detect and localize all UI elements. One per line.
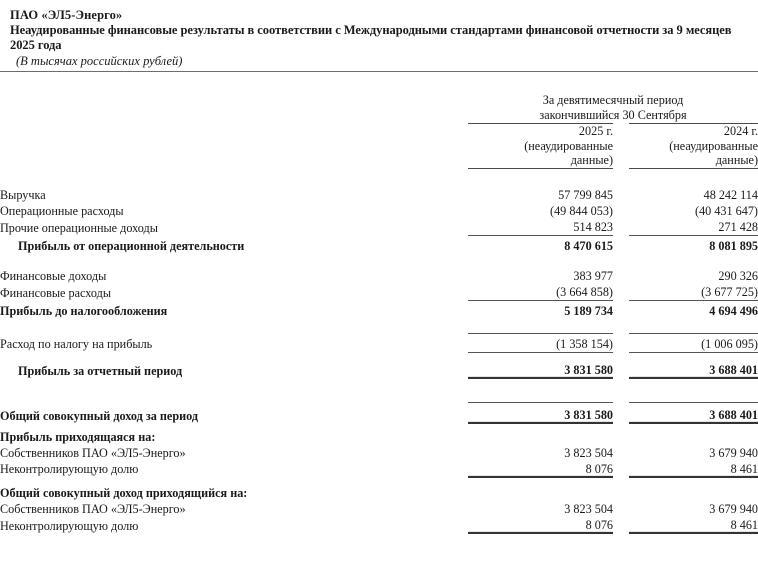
spacer-cell (629, 72, 758, 93)
row-value-2024: 8 461 (629, 461, 758, 478)
row-value-2024: 290 326 (718, 269, 758, 283)
table-row (0, 461, 758, 478)
spacer-cell (468, 168, 613, 187)
spacer-cell (0, 168, 468, 187)
row-gap (613, 187, 629, 203)
row-gap (613, 203, 629, 219)
row-gap (613, 485, 629, 501)
row-label: Прибыль до налогообложения (0, 304, 168, 318)
table-row-total (0, 236, 758, 255)
column-header-2024-year: 2024 г. (723, 124, 758, 138)
financial-statement-table (0, 72, 758, 534)
table-row (0, 445, 758, 461)
row-value-2025: (1 358 154) (468, 333, 613, 352)
period-header-row-2 (0, 108, 758, 124)
row-value-2024: 3 688 401 (629, 360, 758, 379)
report-subtitle: Неаудированные финансовые результаты в соответствии с Международными стандартами финансовой отчетности за 9 месяцев 2025 года (10, 23, 732, 52)
row-gap (613, 333, 629, 352)
spacer-cell (613, 319, 629, 333)
row-gap (613, 268, 629, 284)
rule-cell-2025 (468, 379, 613, 403)
empty-label-cell (0, 124, 468, 169)
row-value-2025: 514 823 (468, 219, 613, 236)
row-value-2025: 8 076 (468, 517, 613, 534)
row-label: Расход по налогу на прибыль (0, 337, 153, 351)
spacer-cell (613, 72, 629, 93)
column-header-2025-year: 2025 г. (578, 124, 613, 138)
spacer-cell (468, 319, 613, 333)
rule-cell-2024 (629, 379, 758, 403)
row-label: Прибыль от операционной деятельности (18, 239, 245, 253)
spacer-cell (613, 168, 629, 187)
row-gap (613, 445, 629, 461)
table-row (0, 187, 758, 203)
table-row-grand-total (0, 360, 758, 379)
row-value-2024: 8 081 895 (709, 239, 758, 253)
column-header-2025 (468, 124, 613, 169)
row-value-2025: 3 831 580 (468, 360, 613, 379)
row-value-2024: (1 006 095) (629, 333, 758, 352)
period-header-line1: За девятимесячный период (542, 93, 684, 107)
row-value-2025 (468, 485, 613, 501)
column-header-2025-qualifier-2: данные) (570, 153, 613, 167)
row-value-2024 (629, 429, 758, 445)
row-label: Выручка (0, 188, 46, 202)
row-value-2025: 3 831 580 (468, 403, 613, 424)
row-label: Собственников ПАО «ЭЛ5-Энерго» (0, 445, 186, 460)
row-value-2024: (40 431 647) (695, 204, 758, 218)
table-row (0, 268, 758, 284)
row-gap (613, 219, 629, 236)
row-label: Неконтролирующую долю (0, 518, 139, 533)
table-section-heading (0, 485, 758, 501)
comprehensive-income-rule-row (0, 379, 758, 403)
period-header-line2: закончившийся 30 Сентября (539, 108, 687, 122)
row-value-2024: 3 679 940 (709, 445, 758, 460)
row-value-2025 (468, 429, 613, 445)
spacer-cell (0, 352, 468, 360)
row-value-2024 (629, 485, 758, 501)
row-value-2024: 48 242 114 (703, 188, 758, 202)
spacer-cell (468, 352, 613, 360)
row-gap (613, 461, 629, 478)
row-label: Прочие операционные доходы (0, 220, 158, 235)
row-gap (613, 501, 629, 517)
table-section-heading (0, 429, 758, 445)
section-gap-row (0, 254, 758, 268)
spacer-cell (629, 254, 758, 268)
section-gap-row (0, 477, 758, 485)
row-value-2025: 8 076 (468, 461, 613, 478)
spacer-cell (613, 352, 629, 360)
spacer-cell (629, 477, 758, 485)
row-gap (613, 360, 629, 379)
row-value-2025: (49 844 053) (550, 204, 613, 218)
row-gap (613, 517, 629, 534)
table-row (0, 203, 758, 219)
spacer-cell (613, 379, 629, 403)
row-value-2024: (3 677 725) (629, 284, 758, 301)
spacer-cell (0, 319, 468, 333)
empty-label-cell (0, 93, 468, 108)
row-value-2024: 4 694 496 (709, 304, 758, 318)
row-value-2025: 383 977 (573, 269, 613, 283)
spacer-cell (629, 319, 758, 333)
row-gap (613, 301, 629, 320)
row-label: Общий совокупный доход приходящийся на: (0, 486, 248, 500)
table-row (0, 219, 758, 236)
row-label: Общий совокупный доход за период (0, 408, 199, 423)
section-gap-row (0, 352, 758, 360)
row-value-2024: 3 679 940 (709, 502, 758, 516)
table-row-total (0, 301, 758, 320)
row-value-2025: 3 823 504 (564, 502, 613, 516)
spacer-cell (0, 72, 468, 93)
row-label: Финансовые доходы (0, 269, 107, 283)
table-row-grand-total (0, 403, 758, 424)
row-value-2025: 5 189 734 (564, 304, 613, 318)
header-gap-row (0, 168, 758, 187)
column-header-2024-qualifier-2: данные) (715, 153, 758, 167)
row-label: Собственников ПАО «ЭЛ5-Энерго» (0, 502, 186, 516)
units-note: (В тысячах российских рублей) (16, 54, 183, 68)
row-label: Финансовые расходы (0, 285, 112, 300)
row-value-2024: 8 461 (629, 517, 758, 534)
row-value-2025: 8 470 615 (564, 239, 613, 253)
row-gap (613, 236, 629, 255)
row-gap (613, 403, 629, 424)
column-header-2024-qualifier-1: (неаудированные (669, 138, 758, 153)
spacer-cell (468, 254, 613, 268)
row-label: Неконтролирующую долю (0, 462, 139, 476)
row-label: Прибыль приходящаяся на: (0, 429, 156, 444)
spacer-cell (629, 352, 758, 360)
table-top-spacer (0, 72, 758, 93)
company-name: ПАО «ЭЛ5-Энерго» (10, 8, 123, 22)
section-gap-row (0, 319, 758, 333)
spacer-cell (613, 254, 629, 268)
row-label: Прибыль за отчетный период (18, 363, 183, 378)
row-value-2024: 271 428 (629, 219, 758, 236)
column-gap-cell (613, 124, 629, 169)
row-value-2024: 3 688 401 (629, 403, 758, 424)
period-header-row-1 (0, 93, 758, 108)
table-row (0, 517, 758, 534)
column-header-2024 (629, 124, 758, 169)
row-value-2025: 57 799 845 (558, 188, 613, 202)
spacer-cell (629, 168, 758, 187)
row-label: Операционные расходы (0, 204, 124, 218)
spacer-cell (0, 477, 468, 485)
empty-label-cell (0, 108, 468, 124)
spacer-cell (468, 477, 613, 485)
spacer-cell (468, 72, 613, 93)
row-value-2025: 3 823 504 (564, 445, 613, 460)
spacer-cell (0, 254, 468, 268)
table-row (0, 284, 758, 301)
column-header-row (0, 124, 758, 169)
column-header-2025-qualifier-1: (неаудированные (524, 138, 613, 153)
table-row (0, 501, 758, 517)
row-gap (613, 429, 629, 445)
row-gap (613, 284, 629, 301)
table-row (0, 333, 758, 352)
spacer-cell (613, 477, 629, 485)
document-header (0, 0, 758, 69)
row-value-2025: (3 664 858) (468, 284, 613, 301)
spacer-cell (0, 379, 468, 403)
